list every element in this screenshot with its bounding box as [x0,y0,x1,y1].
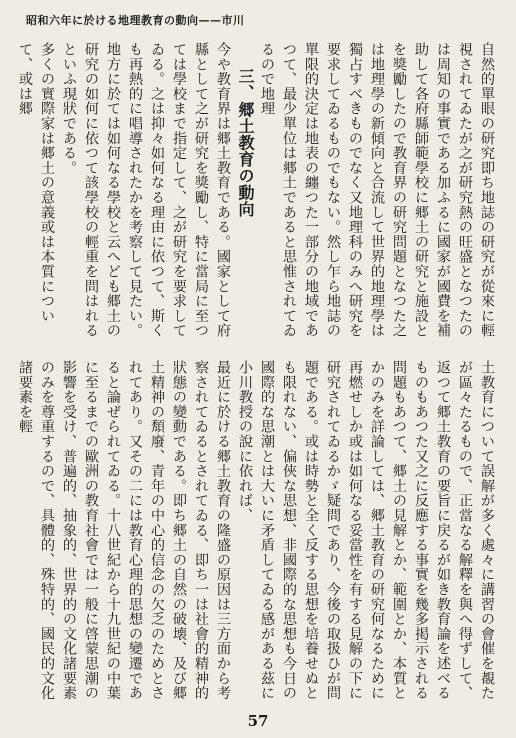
paragraph: 今や教育界は郷土教育である。國家として府縣として之が研究を獎勵し、特に當局に至つては學校まで指定して、之が研究を要求してゐる。之は抑々如何なる理由に依つて、斯くも再熱的に唱導されたかを考察して見たい。地方に於ては如何なる學校と云へども郷土の研究の如何に依つて該學校の輕重を問はれるといふ現狀である。 [61,42,231,338]
paragraph: 多くの實際家は郷土の意義或は本質について、或は郷 [17,42,55,324]
text-block-bottom [17,360,498,706]
section-heading: 三、郷土教育の動向 [236,68,255,218]
paragraph-continued: 自然的單眼の研究即ち地誌の研究が從來に輕視されてゐたが之が研究熱の旺盛となつたのは周知の事實である加ふるに國家が國費を補助して各府縣師範學校に郷土の研究と施設とを獎勵したので教育界の研究問題となつた之は地理學の新傾向と合流して世界的地理學は獨占すべきものでなく又地理科のみへ研究を要求してゐるものでもない。然し乍ら地誌の單限的決定は地表の纏つた一部分の地域であつて、最少單位は郷土であると思惟されてゐるので地理 [259,42,495,338]
paragraph-continued: 土教育について誤解が多く處々に講習の會催を覩たが區々たるもので、正當なる解釋を與へ得ずして、返つて郷土教育の要旨に戻るが如き教育論を述べるものもあつた又之に反應する事實を幾多掲示される問題もあつて、郷土の見解とか、範圍とか、本質とかのみを詳論しては、郷土教育の研究何なるために再燃せしか或は如何なる妥當性を有する見解の下に研究されてゐるかゞ疑問であり、今後の取扱ひが問題である。或は時勢と全く反する思想を培養せぬとも限れない、偏俠な思想、非國際的な思想も今日の國際的な思潮とは大いに矛盾してゐる感がある茲に小川教授の說に依れば、 [237,360,495,701]
paragraph: 最近に於ける郷土教育の隆盛の原因は三方面から考察されてゐるとされてゐる、即ち一は社會的精神的狀態の變動である。即ち郷土の自然の破壊、及び郷土精神の頽廢、青年の中心的信念の欠乏のためとされてあり。又その二には教育心理的思想の變遷であると論ぜられてゐる。十八世紀から十九世紀の中葉に至るまでの歐洲の教育社會では一般に啓蒙思潮の影響を受け、普遍的、抽象的、世界的の文化諸要素のみを尊重するので、具體的、殊特的、國民的文化諸要素を輕 [17,360,231,701]
running-head: 昭和六年に於ける地理教育の動向——市川 [26,14,245,27]
page-number: 57 [247,712,269,730]
text-block-top [17,42,498,344]
